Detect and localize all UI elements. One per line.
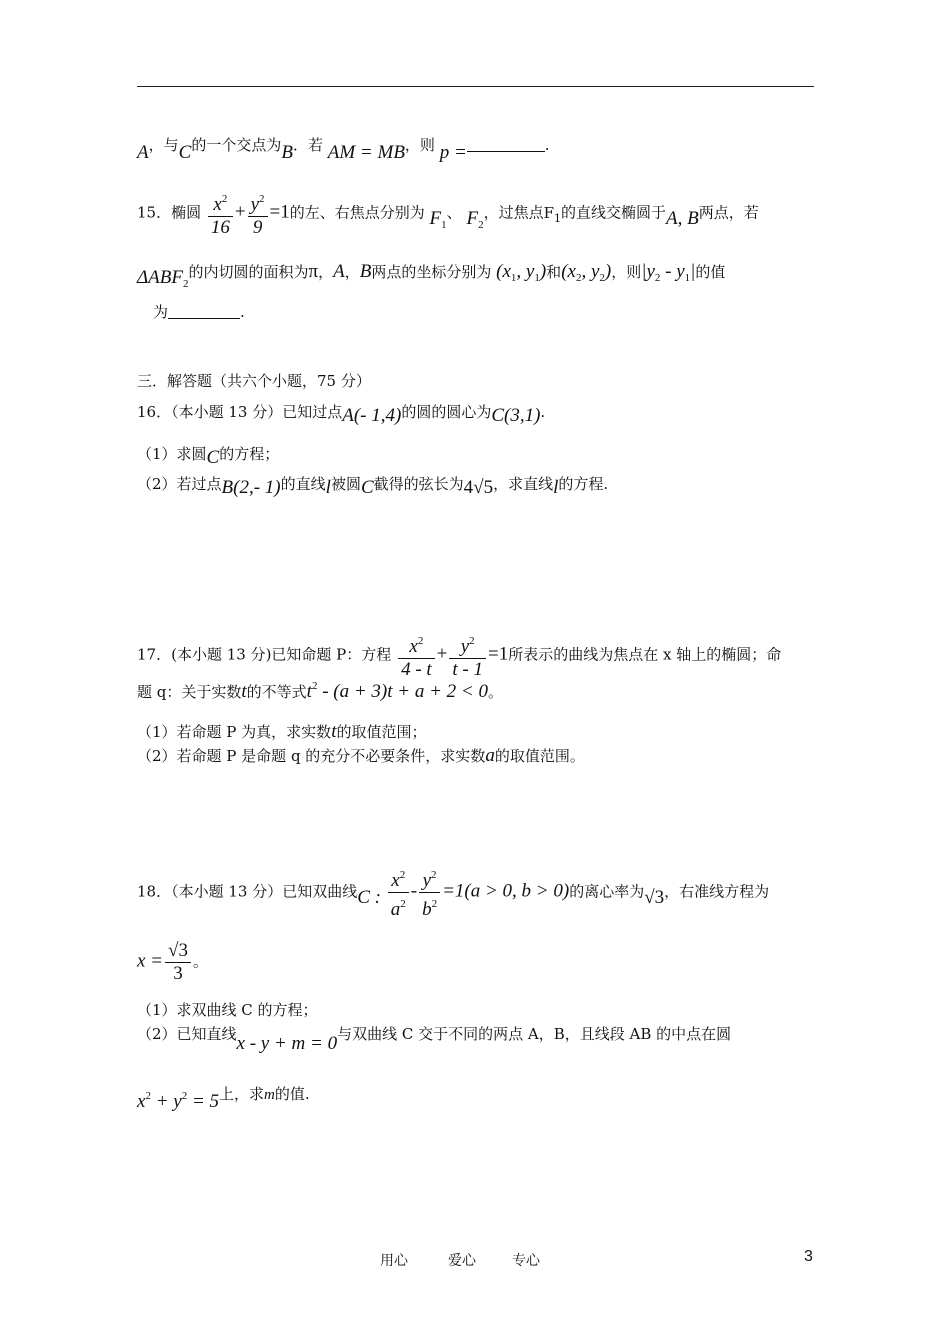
text: （1）求圆: [137, 445, 207, 463]
var-c: C :: [357, 886, 381, 908]
text: .: [544, 136, 550, 154]
text: ，: [318, 263, 334, 281]
header-rule: [137, 86, 814, 87]
b: b: [422, 899, 432, 920]
text: 所表示的曲线为焦点在 x 轴上的椭圆；命: [508, 645, 782, 664]
question-16-head: [137, 402, 546, 426]
text: 的圆的圆心为: [401, 403, 492, 421]
question-16-part1: [137, 444, 280, 468]
frac-y2-9: $\frac{y^2}{9}$: [248, 188, 268, 239]
text: 两点的坐标分别为: [371, 263, 492, 281]
denominator: 4 - t: [401, 659, 432, 680]
var-a: A: [333, 261, 345, 282]
inequality: $t^2 - (a + 3)t + a + 2 < 0$: [306, 680, 488, 702]
f1-plain: $F_1$: [543, 203, 561, 225]
f2: $F_2$: [466, 207, 484, 231]
text: 的方程；: [219, 445, 280, 463]
points-ab: A, B: [666, 207, 699, 229]
p: , y: [516, 261, 535, 282]
continuation-line: [137, 135, 550, 163]
text: ，过焦点: [483, 203, 544, 222]
text: 的内切圆的面积为: [188, 263, 309, 281]
a: - y: [660, 261, 685, 282]
text: 的左、右焦点分别为: [289, 203, 425, 222]
question-17-line1: 17．(本小题 13 分)已知命题 P：方程 $\frac{x^2}{4 - t}$ + $\frac{y^2}{t - 1}$ =1所表示的曲线为焦点在 x 轴上的椭圆；命: [137, 630, 781, 681]
question-18-line2: [137, 940, 208, 985]
text: （1）若命题 P 为真，求实数: [137, 723, 332, 741]
frac-x2-a2: $\frac{x^2}{a^2}$: [388, 864, 409, 921]
text: 的值.: [274, 1085, 310, 1103]
denominator: 3: [173, 963, 183, 984]
denominator: 16: [210, 217, 230, 238]
point-c: C(3,1): [491, 405, 541, 426]
text: 的直线: [280, 475, 326, 493]
text: ，则: [404, 136, 435, 154]
a: a: [390, 899, 401, 920]
var-p: p =: [439, 142, 467, 163]
answer-blank: [168, 304, 240, 319]
text: 18．（本小题 13 分）已知双曲线: [137, 882, 358, 901]
var-l: l: [325, 477, 331, 498]
f1: $F_1$: [429, 207, 447, 231]
frac-x2: $\frac{x^2}{4 - t}$: [398, 630, 435, 681]
question-15-line3: [153, 302, 245, 322]
text: 上，求: [219, 1085, 265, 1103]
var-b: B: [359, 261, 372, 282]
text: 的一个交点为: [191, 136, 282, 154]
y: y: [250, 194, 260, 215]
question-18-part2-cont: [137, 1078, 310, 1112]
p: ): [604, 261, 612, 282]
footer-text-2: 爱心: [448, 1253, 476, 1269]
question-17-part2: [137, 746, 585, 766]
text: 和: [546, 263, 562, 281]
q15-number: 15．椭圆: [137, 203, 202, 222]
frac-y2: $\frac{y^2}{t - 1}$: [449, 630, 486, 681]
circle-equation: $x^2 + y^2 = 5$: [137, 1090, 220, 1112]
point-b: B(2,- 1): [221, 477, 281, 498]
p: , y: [581, 261, 600, 282]
abs-diff: $|y_2 - y_1|$: [641, 261, 696, 284]
tri: ΔABF: [137, 267, 183, 288]
p: ): [539, 261, 547, 282]
y: y: [460, 636, 470, 657]
text: （2）已知直线: [137, 1025, 237, 1043]
eccentricity: √3: [644, 886, 665, 908]
f: F: [466, 207, 479, 229]
frac-y2-b2: $\frac{y^2}{b^2}$: [419, 864, 440, 921]
answer-blank: [467, 137, 545, 152]
question-15-line1: 15．椭圆 $\frac{x^2}{16}$ + $\frac{y^2}{9}$ =1的左、右焦点分别为 $F_1$、 $F_2$，过焦点$F_1$的直线交椭圆于A, B两点，若: [137, 188, 759, 239]
text: .: [240, 303, 245, 321]
text: 题 q：关于实数: [137, 683, 242, 701]
point-a: A(- 1,4): [342, 405, 402, 426]
frac-sqrt3-3: [165, 940, 191, 985]
frac-x2-16: $\frac{x^2}{16}$: [208, 188, 233, 239]
page-number: 3: [804, 1248, 813, 1265]
var-m: m: [264, 1087, 275, 1103]
c: + y: [150, 1091, 182, 1112]
question-15-line2: [137, 262, 725, 288]
p: (x: [561, 261, 576, 282]
text: ，与: [148, 136, 179, 154]
text: 的方程.: [558, 475, 609, 493]
footer-text-1: 用心: [380, 1253, 408, 1269]
text: ，则: [611, 263, 642, 281]
x: x: [213, 194, 222, 215]
f: F: [429, 207, 442, 229]
text: ，: [344, 263, 360, 281]
text: （2）若过点: [137, 475, 222, 493]
var-t: t: [241, 681, 247, 702]
text: ，右准线方程为: [664, 882, 770, 901]
i: t: [306, 681, 312, 702]
pi: π: [308, 261, 319, 282]
var-c: C: [206, 447, 220, 468]
point-2: ($x_2$, $y_2$): [561, 261, 612, 284]
point-1: ($x_1$, $y_1$): [496, 261, 547, 284]
y: y: [422, 870, 432, 891]
triangle-abf2: $\Delta ABF_2$: [137, 267, 189, 290]
text: 的取值范围；: [336, 723, 427, 741]
question-17-line2: [137, 676, 503, 702]
section-3-title: 三．解答题（共六个小题，75 分）: [137, 372, 371, 390]
text: 与双曲线 C 交于不同的两点 A，B，且线段 AB 的中点在圆: [337, 1025, 732, 1043]
var-x: x =: [137, 950, 164, 972]
line-equation: x - y + m = 0: [236, 1033, 338, 1054]
question-17-part1: [137, 722, 426, 742]
text: 的值: [695, 263, 726, 281]
text: 、: [446, 203, 462, 222]
var-c: C: [178, 142, 192, 163]
text: .: [540, 403, 546, 421]
equals-one: =1: [269, 201, 290, 223]
text: 的不等式: [246, 683, 307, 701]
text: 的直线交椭圆于: [561, 203, 667, 222]
question-18-line1: 18．（本小题 13 分）已知双曲线C : $\frac{x^2}{a^2}$ - $\frac{y^2}{b^2}$ =1(a > 0, b > 0)的离心率为√3，右准线方程为: [137, 864, 769, 921]
a: |: [690, 261, 696, 282]
text: 截得的弦长为: [373, 475, 464, 493]
chord-length: 4√5: [463, 477, 494, 498]
text: 被圆: [330, 475, 361, 493]
text: 16．（本小题 13 分）已知过点: [137, 403, 343, 421]
text: ，求直线: [493, 475, 554, 493]
var-a: a: [485, 745, 495, 766]
text: ．若: [292, 136, 323, 154]
var-b: B: [281, 142, 293, 163]
numerator: √3: [165, 940, 191, 963]
denominator: 9: [252, 217, 263, 238]
denominator: t - 1: [452, 659, 483, 680]
text: 两点，若: [698, 203, 759, 222]
question-18-part1: （1）求双曲线 C 的方程；: [137, 1001, 318, 1019]
x: x: [409, 636, 418, 657]
text: 17．(本小题 13 分)已知命题 P：方程: [137, 645, 392, 664]
p: (x: [496, 261, 511, 282]
text: 。: [488, 683, 504, 701]
c: x: [137, 1091, 146, 1112]
text: （2）若命题 P 是命题 q 的充分不必要条件，求实数: [137, 747, 486, 765]
question-18-part2: [137, 1024, 732, 1054]
var-c: C: [360, 477, 374, 498]
question-16-part2: [137, 474, 609, 498]
text: 。: [192, 952, 208, 971]
equation-rhs: =1(a > 0, b > 0): [442, 880, 570, 902]
equals-one: =1: [488, 643, 509, 665]
var-t: t: [331, 721, 337, 742]
c: = 5: [187, 1091, 220, 1112]
var-l: l: [553, 477, 559, 498]
footer-text-3: 专心: [512, 1253, 540, 1269]
var-a: A: [137, 142, 149, 163]
eq-am-mb: AM = MB: [327, 142, 405, 163]
text: 为: [153, 303, 169, 321]
text: 的离心率为: [569, 882, 645, 901]
i: - (a + 3)t + a + 2 < 0: [317, 681, 488, 702]
a: |y: [641, 261, 655, 282]
f: F: [543, 203, 554, 222]
x: x: [391, 870, 400, 891]
text: 的取值范围。: [494, 747, 585, 765]
